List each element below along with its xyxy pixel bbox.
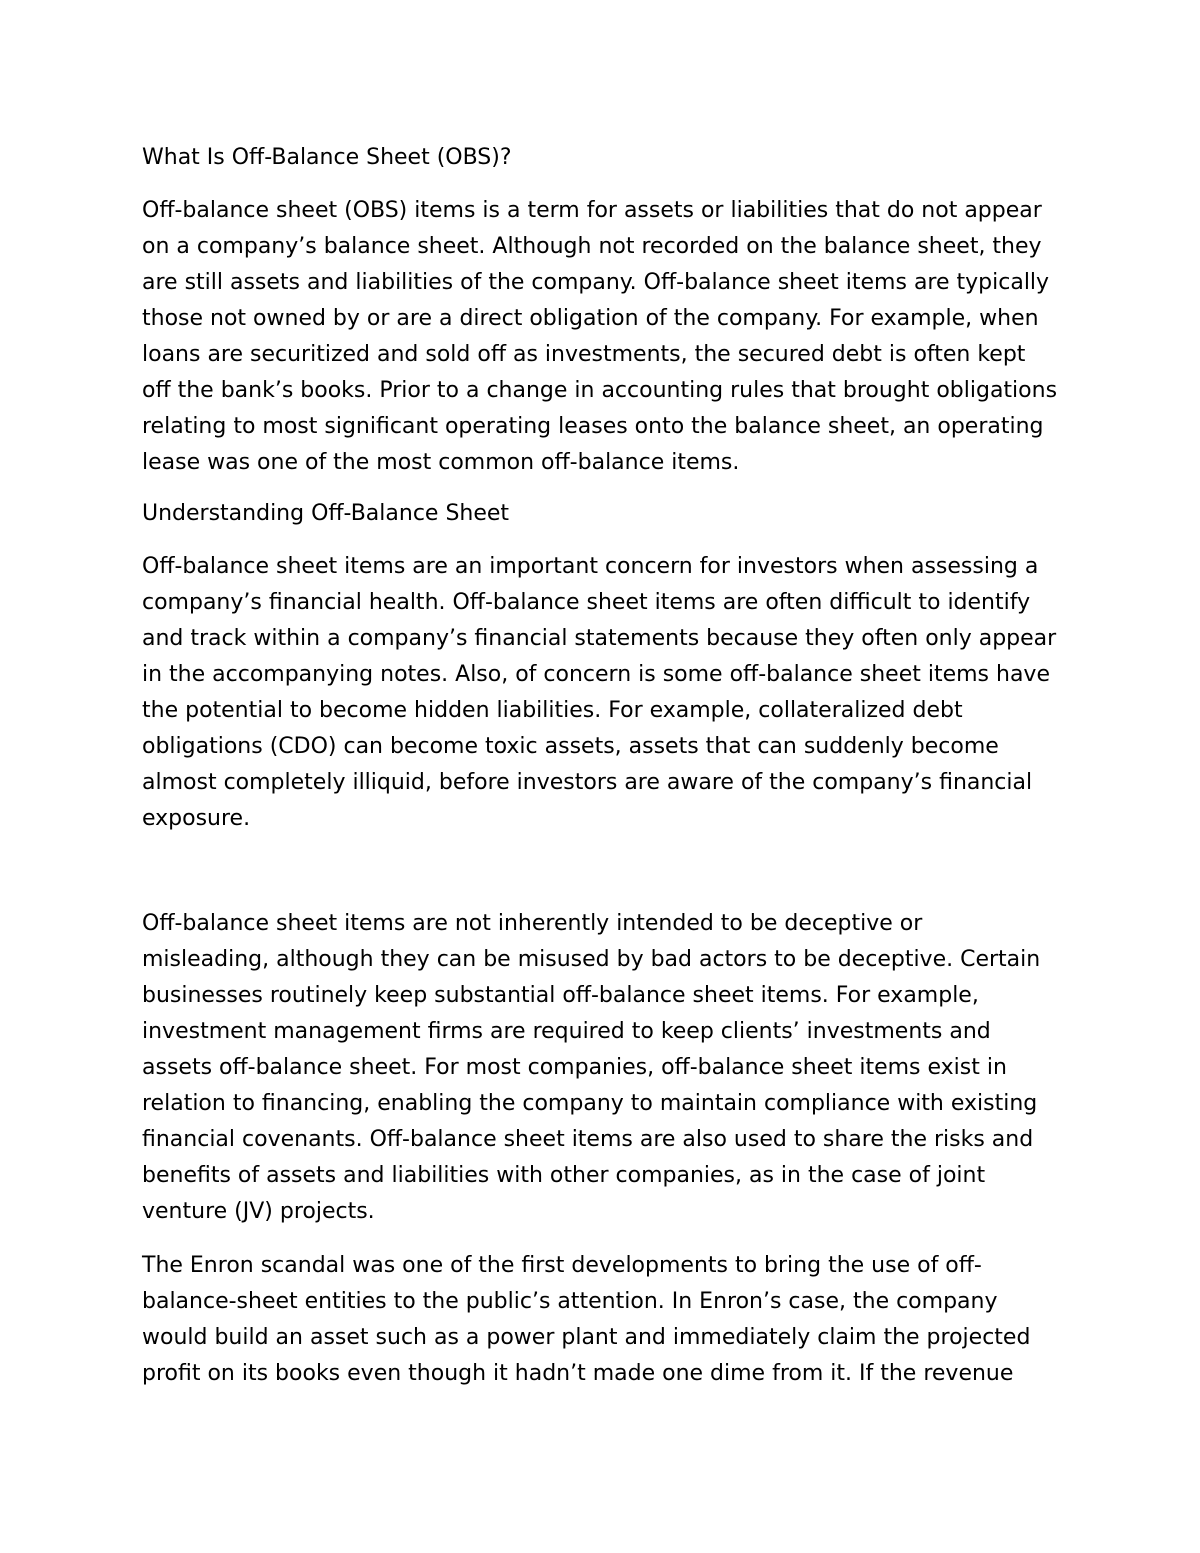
section-heading: What Is Off-Balance Sheet (OBS)? [142,145,512,170]
text-line: are still assets and liabilities of the company. Off-balance sheet items are typically [142,270,1050,295]
text-line: relation to financing, enabling the company to maintain compliance with existing [142,1091,1038,1116]
text-line: on a company’s balance sheet. Although not recorded on the balance sheet, they [142,234,1042,259]
text-line: exposure. [142,806,251,831]
text-line: profit on its books even though it hadn’t made one dime from it. If the revenue [142,1361,1014,1386]
text-line: off the bank’s books. Prior to a change in accounting rules that brought obligations [142,378,1058,403]
text-line: assets off-balance sheet. For most companies, off-balance sheet items exist in [142,1055,1007,1080]
text-line: almost completely illiquid, before investors are aware of the company’s financial [142,770,1033,795]
text-line: financial covenants. Off-balance sheet items are also used to share the risks and [142,1127,1034,1152]
text-line: Off-balance sheet items are not inherently intended to be deceptive or [142,911,923,936]
text-line: misleading, although they can be misused by bad actors to be deceptive. Certain [142,947,1041,972]
text-line: would build an asset such as a power plant and immediately claim the projected [142,1325,1031,1350]
text-line: and track within a company’s financial statements because they often only appear [142,626,1057,651]
text-line: loans are securitized and sold off as investments, the secured debt is often kept [142,342,1026,367]
text-line: The Enron scandal was one of the first developments to bring the use of off- [142,1253,982,1278]
text-line: lease was one of the most common off-balance items. [142,450,740,475]
text-line: benefits of assets and liabilities with other companies, as in the case of joint [142,1163,986,1188]
section-heading: Understanding Off-Balance Sheet [142,501,510,526]
text-line: venture (JV) projects. [142,1199,375,1224]
text-line: businesses routinely keep substantial off-balance sheet items. For example, [142,983,979,1008]
text-line: relating to most significant operating leases onto the balance sheet, an operating [142,414,1044,439]
text-line: obligations (CDO) can become toxic assets, assets that can suddenly become [142,734,999,759]
text-line: Off-balance sheet items are an important concern for investors when assessing a [142,554,1039,579]
text-line: company’s financial health. Off-balance sheet items are often difficult to identify [142,590,1031,615]
text-line: in the accompanying notes. Also, of concern is some off-balance sheet items have [142,662,1050,687]
text-line: balance-sheet entities to the public’s attention. In Enron’s case, the company [142,1289,998,1314]
text-line: those not owned by or are a direct obligation of the company. For example, when [142,306,1039,331]
text-line: the potential to become hidden liabilities. For example, collateralized debt [142,698,963,723]
text-line: Off-balance sheet (OBS) items is a term for assets or liabilities that do not appear [142,198,1042,223]
text-line: investment management firms are required to keep clients’ investments and [142,1019,991,1044]
